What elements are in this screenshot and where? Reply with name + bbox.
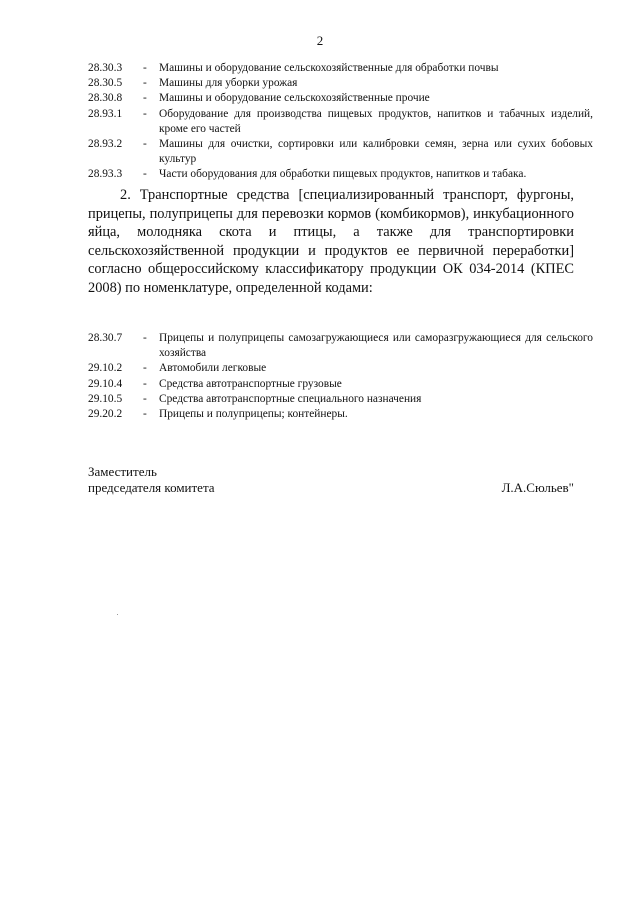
code-row xyxy=(88,91,593,106)
code-row xyxy=(88,377,593,392)
code-row xyxy=(88,107,593,137)
code-description: Машины и оборудование сельскохозяйственные прочие xyxy=(159,92,430,105)
list-dash: - xyxy=(143,62,147,74)
code-row xyxy=(88,331,593,361)
list-dash: - xyxy=(143,107,147,120)
classifier-code: 28.93.2 xyxy=(88,138,123,151)
paragraph-2-transport: 2. Транспортные средства [специализированный транспорт, фургоны, прицепы, полуприцепы для перевозки кормов (комбикормов), инкубационного яйца, молодняка скота и птицы, а также для транспортировки сельскохозяйственной продукции и продуктов ее первичной переработки] согласно общероссийскому классификатору продукции ОК 034-2014 (КПЕС 2008) по номенклатуре, определенной кодами: xyxy=(88,187,574,296)
code-description: Средства автотранспортные грузовые xyxy=(159,377,342,390)
classifier-code: 29.10.2 xyxy=(88,362,123,375)
code-description: Машины для уборки урожая xyxy=(159,77,298,90)
list-dash: - xyxy=(143,92,147,105)
code-row xyxy=(88,76,593,91)
code-description: Прицепы и полуприцепы; контейнеры. xyxy=(159,408,348,421)
code-description: Части оборудования для обработки пищевых продуктов, напитков и табака. xyxy=(159,168,527,181)
classifier-code: 28.93.1 xyxy=(88,107,123,120)
list-dash: - xyxy=(143,77,147,90)
signatory-name: Л.А.Сюльев" xyxy=(501,479,574,495)
classifier-code-list-2 xyxy=(88,331,593,422)
list-dash: - xyxy=(143,138,147,151)
code-description: Машины для очистки, сортировки или калибровки семян, зерна или сухих бобовых культур xyxy=(159,138,593,166)
list-dash: - xyxy=(143,392,147,405)
classifier-code-list-1 xyxy=(88,61,593,183)
list-dash: - xyxy=(143,377,147,390)
classifier-code: 29.10.4 xyxy=(88,377,123,390)
classifier-code: 29.10.5 xyxy=(88,392,123,405)
classifier-code: 28.30.5 xyxy=(88,77,123,90)
classifier-code: 28.93.3 xyxy=(88,168,123,181)
code-description: Средства автотранспортные специального назначения xyxy=(159,392,422,405)
code-row xyxy=(88,167,593,182)
signature-title-line2: председателя комитета xyxy=(88,479,215,495)
list-dash: - xyxy=(143,362,147,375)
list-dash: - xyxy=(143,408,147,421)
signature-title-line1: Заместитель xyxy=(88,464,157,479)
list-dash: - xyxy=(143,332,147,344)
code-description: Автомобили легковые xyxy=(159,362,267,375)
code-description: Прицепы и полуприцепы самозагружающиеся или саморазгружающиеся для сельского хозяйства xyxy=(159,332,593,360)
scan-speck xyxy=(117,614,118,615)
code-description: Оборудование для производства пищевых продуктов, напитков и табачных изделий, кроме его частей xyxy=(159,107,593,135)
classifier-code: 28.30.3 xyxy=(88,62,123,74)
signature-block xyxy=(88,464,574,495)
code-row xyxy=(88,392,593,407)
code-row xyxy=(88,361,593,376)
code-row xyxy=(88,407,593,422)
classifier-code: 28.30.7 xyxy=(88,332,123,344)
code-row xyxy=(88,61,593,76)
list-dash: - xyxy=(143,168,147,181)
classifier-code: 28.30.8 xyxy=(88,92,123,105)
code-row xyxy=(88,137,593,167)
classifier-code: 29.20.2 xyxy=(88,408,123,421)
code-description: Машины и оборудование сельскохозяйственные для обработки почвы xyxy=(159,62,499,74)
page-number: 2 xyxy=(316,33,324,48)
